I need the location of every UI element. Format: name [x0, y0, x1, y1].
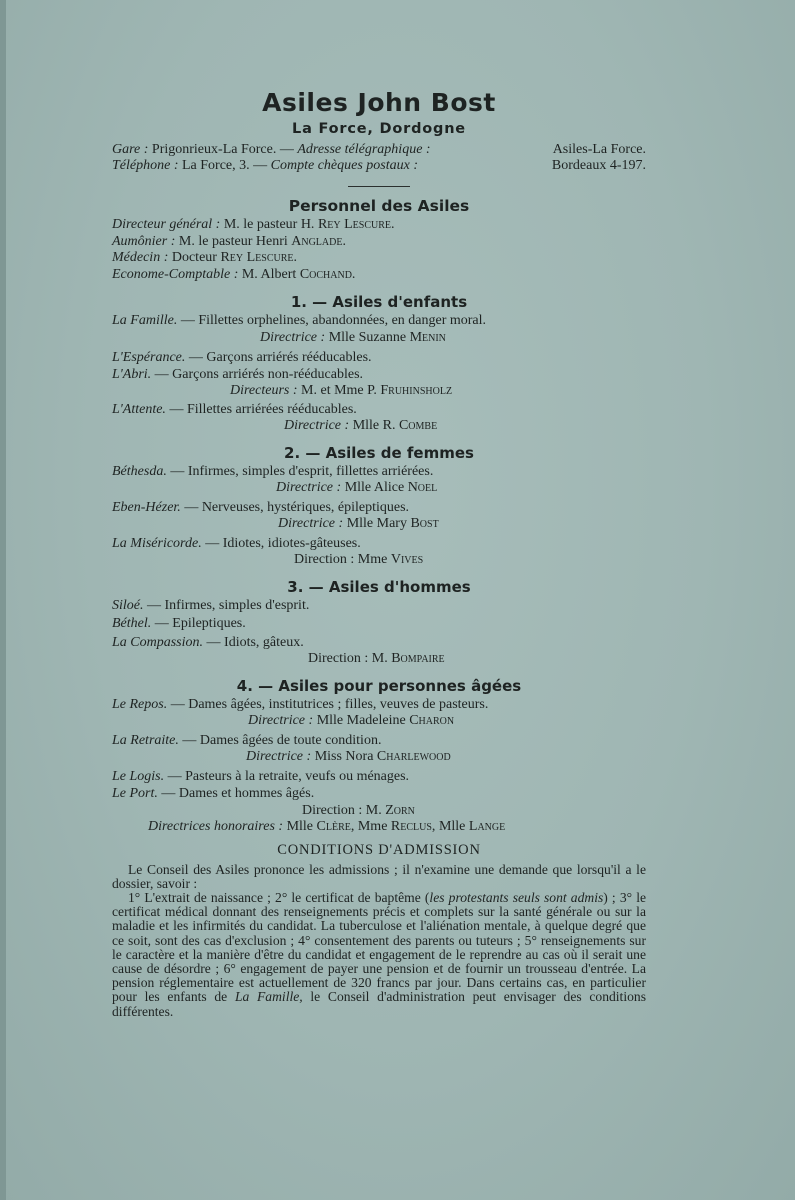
contact-block [112, 142, 646, 174]
document-title: Asiles John Bost [262, 88, 496, 117]
asile-entry: Le Port. — Dames et hommes âgés. [112, 786, 315, 801]
telephone-value: La Force, 3. — [181, 158, 268, 173]
personnel-heading: Personnel des Asiles [288, 197, 470, 215]
director-line: Directrice : Mlle Alice Noel [276, 480, 438, 495]
asile-entry: La Miséricorde. — Idiotes, idiotes-gâteuses. [112, 535, 361, 551]
personnel-row: Econome-Comptable : M. Albert Cochand. [112, 266, 356, 282]
adresse-label: Adresse télégraphique : [297, 142, 431, 157]
conditions-paragraph-2: 1° L'extrait de naissance ; 2° le certificat de baptême (les protestants seuls sont admis) ; 3° le certificat médical donnant des renseignements précis et complets sur la santé générale ou sur la maladie et les infirmités du candidat. La tuberculose et l'aliénation mentale, à quelque degré que ce soit, sont des cas d'exclusion ; 4° consentement des parents ou tuteurs ; 5° renseignements sur le caractère et la manière d'être du candidat et engagement de le reprendre au cas où il serait une cause de désordre ; 6° engagement de payer une pension et de fournir un trousseau d'entrée. La pension réglementaire est actuellement de 320 francs par jour. Dans certains cas, en particulier pour les enfants de La Famille, le Conseil d'administration peut envisager des conditions différentes. [112, 889, 647, 1019]
honorary-directors: Directrices honoraires : Mlle Clère, Mme Reclus, Mlle Lange [148, 819, 506, 834]
compte-label: Compte chèques postaux : [270, 158, 418, 173]
conditions-paragraph-1: Le Conseil des Asiles prononce les admissions ; il n'examine une demande que lorsqu'il a le dossier, savoir : [112, 861, 646, 891]
personnel-list [112, 217, 646, 283]
director-line: Direction : M. Bompaire [308, 651, 445, 666]
director-line: Directrice : Miss Nora Charlewood [246, 749, 451, 764]
gare-label: Gare : [112, 142, 149, 157]
conditions-heading: CONDITIONS D'ADMISSION [277, 841, 481, 858]
asile-entry: La Retraite. — Dames âgées de toute condition. [112, 732, 382, 748]
section-4-list [112, 697, 646, 836]
page-edge [0, 0, 6, 1200]
compte-value: Bordeaux 4-197. [551, 158, 646, 173]
divider-rule [348, 186, 410, 187]
gare-value: Prigonrieux-La Force. — [151, 142, 294, 157]
director-line: Directrice : Mlle Madeleine Charon [248, 713, 455, 728]
adresse-value: Asiles-La Force. [552, 142, 646, 157]
document-subtitle: La Force, Dordogne [292, 121, 466, 137]
director-line: Directrice : Mlle Mary Bost [278, 516, 439, 531]
asile-entry: L'Attente. — Fillettes arriérées rééducables. [112, 401, 357, 417]
telephone-row [112, 158, 646, 174]
asile-entry: La Famille. — Fillettes orphelines, abandonnées, en danger moral. [112, 313, 487, 328]
asile-entry: La Compassion. — Idiots, gâteux. [112, 634, 304, 650]
director-line: Direction : M. Zorn [302, 802, 415, 818]
asile-entry: Béthel. — Epileptiques. [112, 616, 246, 631]
section-4-heading: 4. — Asiles pour personnes âgées [236, 676, 522, 695]
section-2-list [112, 464, 646, 569]
director-line: Directrice : Mlle Suzanne Menin [260, 329, 446, 345]
asile-entry: L'Abri. — Garçons arriérés non-rééducables. [112, 366, 364, 382]
asile-entry: Le Logis. — Pasteurs à la retraite, veufs ou ménages. [112, 768, 410, 784]
asile-entry: L'Espérance. — Garçons arriérés rééducables. [112, 350, 372, 365]
section-3-heading: 3. — Asiles d'hommes [287, 577, 471, 596]
personnel-row: Médecin : Docteur Rey Lescure. [112, 250, 298, 265]
personnel-row: Directeur général : M. le pasteur H. Rey Lescure. [112, 217, 395, 232]
section-3-list [112, 598, 646, 668]
gare-row [112, 142, 646, 158]
section-1-heading: 1. — Asiles d'enfants [290, 293, 468, 311]
asile-entry: Eben-Hézer. — Nerveuses, hystériques, épileptiques. [112, 499, 410, 515]
personnel-row: Aumônier : M. le pasteur Henri Anglade. [112, 233, 346, 249]
asile-entry: Siloé. — Infirmes, simples d'esprit. [112, 597, 310, 613]
director-line: Direction : Mme Vives [294, 552, 424, 567]
director-line: Directrice : Mlle R. Combe [284, 418, 438, 433]
section-1-list [112, 313, 646, 435]
document-body [112, 88, 646, 1019]
asile-entry: Béthesda. — Infirmes, simples d'esprit, fillettes arriérées. [112, 463, 434, 479]
telephone-label: Téléphone : [112, 158, 179, 173]
section-2-heading: 2. — Asiles de femmes [284, 443, 474, 462]
asile-entry: Le Repos. — Dames âgées, institutrices ; filles, veuves de pasteurs. [112, 696, 489, 712]
director-line: Directeurs : M. et Mme P. Fruhinsholz [230, 383, 453, 398]
